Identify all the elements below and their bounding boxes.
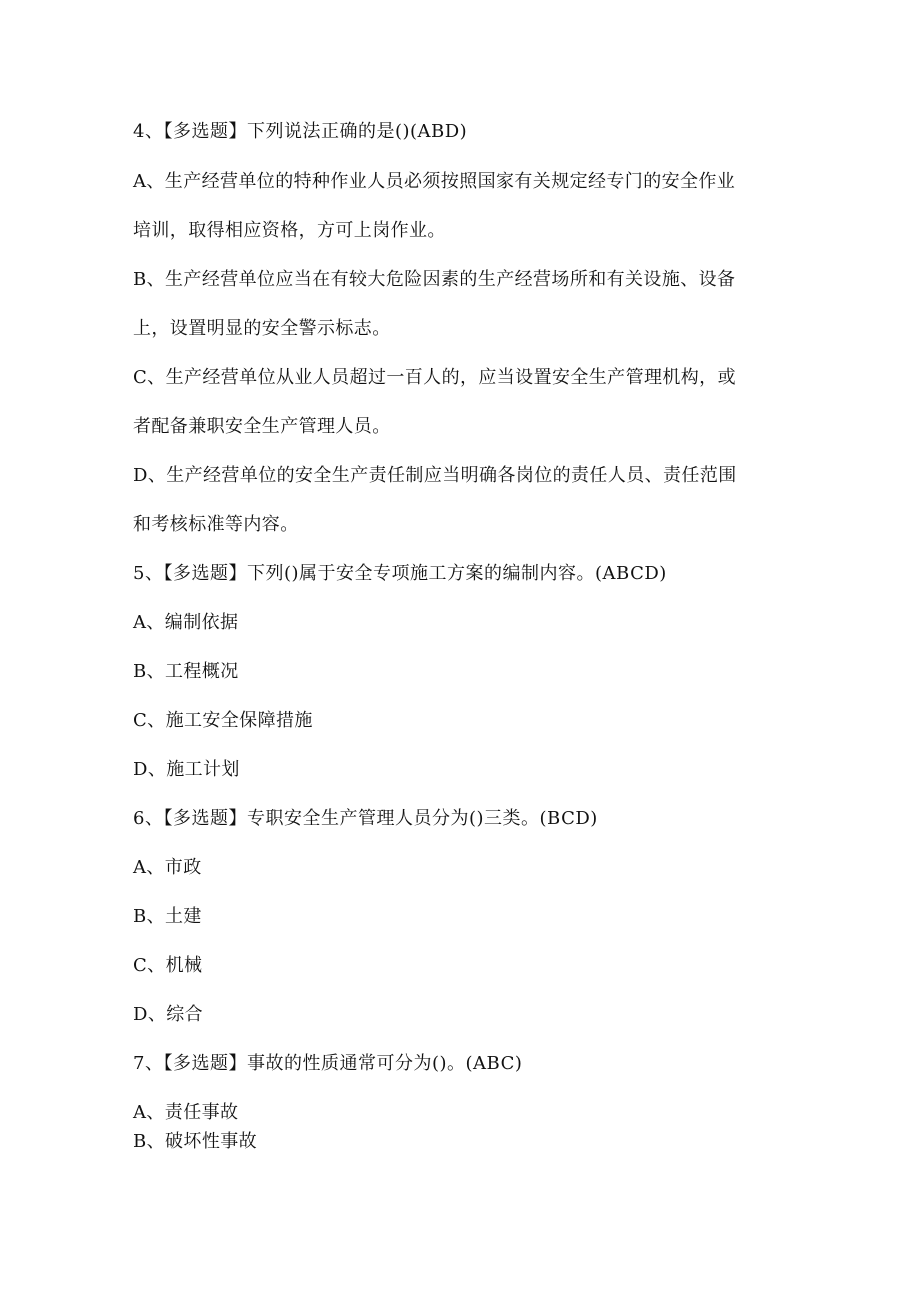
question-6-option-c: C、机械 (133, 955, 203, 976)
question-6-option-a: A、市政 (133, 857, 202, 878)
question-5-stem: 5、【多选题】下列()属于安全专项施工方案的编制内容。(ABCD) (133, 563, 667, 584)
question-7-option-a: A、责任事故 (133, 1102, 239, 1123)
question-6-option-b: B、土建 (133, 906, 202, 927)
question-6-option-d: D、综合 (133, 1004, 204, 1025)
question-4-option-b-line-2: 上，设置明显的安全警示标志。 (133, 318, 391, 339)
question-5-option-d: D、施工计划 (133, 759, 240, 780)
question-4-stem: 4、【多选题】下列说法正确的是()(ABD) (133, 121, 468, 142)
question-4-option-c-line-1: C、生产经营单位从业人员超过一百人的，应当设置安全生产管理机构，或 (133, 367, 736, 388)
question-7-option-b: B、破坏性事故 (133, 1131, 258, 1152)
question-5-option-c: C、施工安全保障措施 (133, 710, 313, 731)
question-4-option-d-line-2: 和考核标准等内容。 (133, 514, 299, 535)
question-4-option-a-line-1: A、生产经营单位的特种作业人员必须按照国家有关规定经专门的安全作业 (133, 171, 736, 192)
question-4-option-b-line-1: B、生产经营单位应当在有较大危险因素的生产经营场所和有关设施、设备 (133, 269, 736, 290)
question-4-option-d-line-1: D、生产经营单位的安全生产责任制应当明确各岗位的责任人员、责任范围 (133, 465, 737, 486)
question-5-option-a: A、编制依据 (133, 612, 239, 633)
question-7-stem: 7、【多选题】事故的性质通常可分为()。(ABC) (133, 1053, 523, 1074)
question-6-stem: 6、【多选题】专职安全生产管理人员分为()三类。(BCD) (133, 808, 598, 829)
question-5-option-b: B、工程概况 (133, 661, 239, 682)
question-4-option-a-line-2: 培训，取得相应资格，方可上岗作业。 (133, 220, 446, 241)
question-4-option-c-line-2: 者配备兼职安全生产管理人员。 (133, 416, 391, 437)
